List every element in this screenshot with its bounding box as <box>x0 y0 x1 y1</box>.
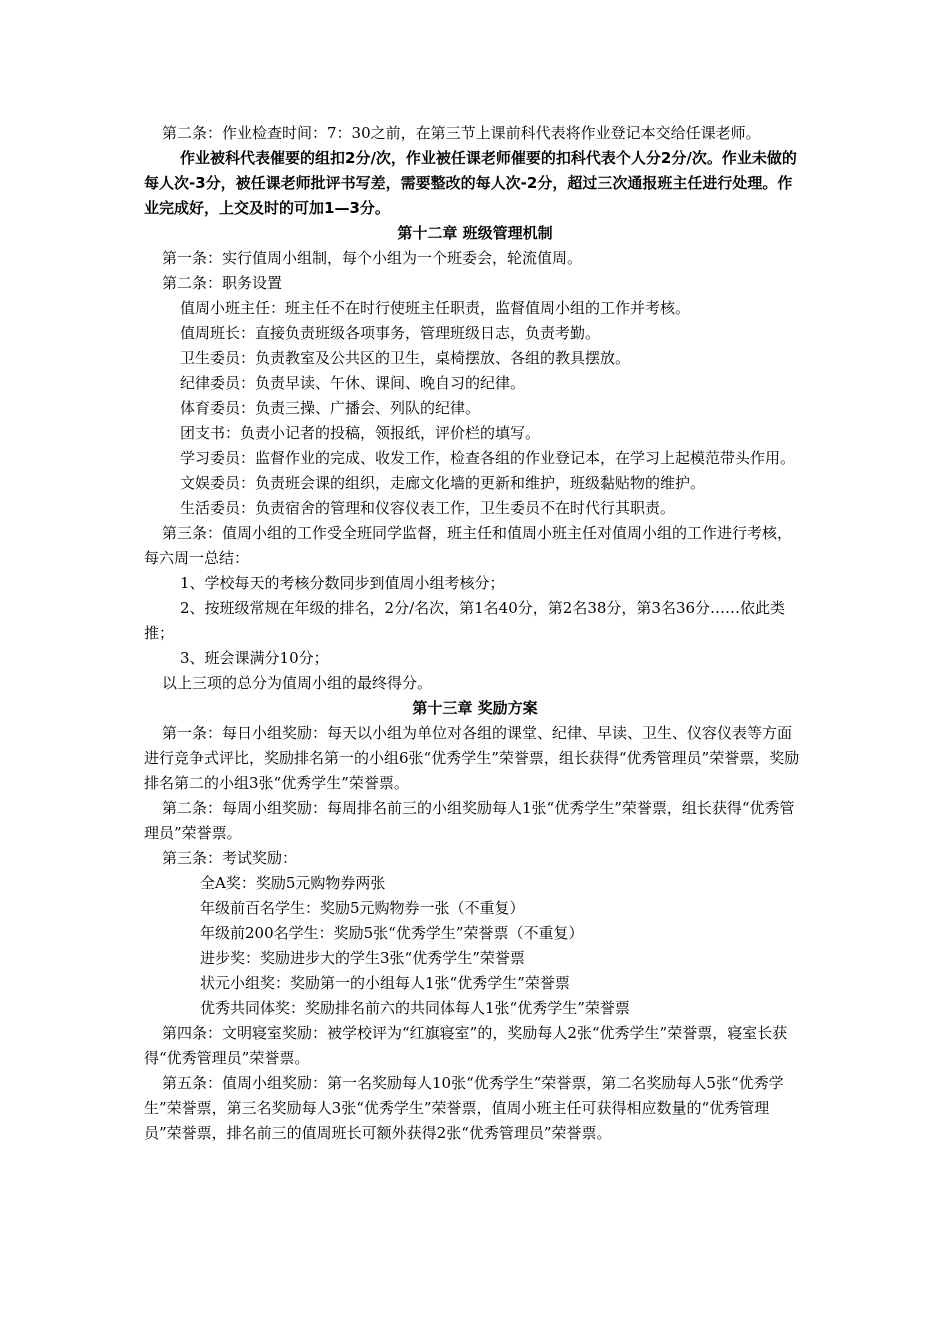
duty-item: 纪律委员：负责早读、午休、课间、晚自习的纪律。 <box>180 374 526 392</box>
chapter-12-title: 第十二章 班级管理机制 <box>397 224 553 242</box>
ch13-article-4: 第四条：文明寝室奖励：被学校评为“红旗寝室”的，奖励每人2张“优秀学生”荣誉票，寝室长获得“优秀管理员”荣誉票。 <box>144 1024 788 1067</box>
ch12-article-1: 第一条：实行值周小组制，每个小组为一个班委会，轮流值周。 <box>162 249 583 267</box>
duty-item: 团支书：负责小记者的投稿，领报纸，评价栏的填写。 <box>180 424 541 442</box>
article-homework-time: 第二条：作业检查时间：7：30之前，在第三节上课前科代表将作业登记本交给任课老师。 <box>162 124 761 142</box>
ch13-article-2: 第二条：每周小组奖励：每周排名前三的小组奖励每人1张“优秀学生”荣誉票，组长获得“优秀管理员”荣誉票。 <box>144 799 795 842</box>
article-homework-penalty: 作业被科代表催要的组扣2分/次，作业被任课老师催要的扣科代表个人分2分/次。作业未做的每人次-3分，被任课老师批评书写差，需要整改的每人次-2分，超过三次通报班主任进行处理。作业完成好，上交及时的可加1—3分。 <box>144 149 797 217</box>
exam-reward-item: 优秀共同体奖：奖励排名前六的共同体每人1张“优秀学生”荣誉票 <box>200 999 630 1017</box>
assessment-summary: 以上三项的总分为值周小组的最终得分。 <box>162 674 433 692</box>
ch13-article-1: 第一条：每日小组奖励：每天以小组为单位对各组的课堂、纪律、早读、卫生、仪容仪表等方面进行竞争式评比，奖励排名第一的小组6张“优秀学生”荣誉票，组长获得“优秀管理员”荣誉票，奖励排名第二的小组3张“优秀学生”荣誉票。 <box>144 724 800 792</box>
ch12-article-3: 第三条：值周小组的工作受全班同学监督，班主任和值周小班主任对值周小组的工作进行考核，每六周一总结： <box>144 524 793 567</box>
duty-item: 学习委员：监督作业的完成、收发工作，检查各组的作业登记本，在学习上起模范带头作用。 <box>180 449 796 467</box>
exam-reward-item: 年级前200名学生：奖励5张“优秀学生”荣誉票（不重复） <box>200 924 584 942</box>
exam-reward-item: 状元小组奖：奖励第一的小组每人1张“优秀学生”荣誉票 <box>200 974 570 992</box>
ch12-article-2: 第二条：职务设置 <box>162 274 283 292</box>
assessment-item: 3、班会课满分10分； <box>180 649 329 667</box>
document-body <box>144 121 806 1146</box>
ch13-article-3: 第三条：考试奖励： <box>162 849 298 867</box>
duty-item: 值周小班主任：班主任不在时行使班主任职责，监督值周小组的工作并考核。 <box>180 299 691 317</box>
exam-reward-item: 进步奖：奖励进步大的学生3张“优秀学生”荣誉票 <box>200 949 525 967</box>
duty-item: 文娱委员：负责班会课的组织，走廊文化墙的更新和维护，班级黏贴物的维护。 <box>180 474 706 492</box>
duty-item: 值周班长：直接负责班级各项事务，管理班级日志，负责考勤。 <box>180 324 601 342</box>
duty-item: 卫生委员：负责教室及公共区的卫生，桌椅摆放、各组的教具摆放。 <box>180 349 631 367</box>
assessment-item: 1、学校每天的考核分数同步到值周小组考核分； <box>180 574 505 592</box>
chapter-13-title: 第十三章 奖励方案 <box>412 699 538 717</box>
duty-item: 生活委员：负责宿舍的管理和仪容仪表工作，卫生委员不在时代行其职责。 <box>180 499 676 517</box>
ch13-article-5: 第五条：值周小组奖励：第一名奖励每人10张“优秀学生”荣誉票，第二名奖励每人5张“优秀学生”荣誉票，第三名奖励每人3张“优秀学生”荣誉票，值周小班主任可获得相应数量的“优秀管理员”荣誉票，排名前三的值周班长可额外获得2张“优秀管理员”荣誉票。 <box>144 1074 784 1142</box>
assessment-item: 2、按班级常规在年级的排名，2分/名次，第1名40分，第2名38分，第3名36分……依此类推； <box>144 599 786 642</box>
exam-reward-item: 全A奖：奖励5元购物券两张 <box>200 874 386 892</box>
duty-item: 体育委员：负责三操、广播会、列队的纪律。 <box>180 399 481 417</box>
exam-reward-item: 年级前百名学生：奖励5元购物券一张（不重复） <box>200 899 525 917</box>
